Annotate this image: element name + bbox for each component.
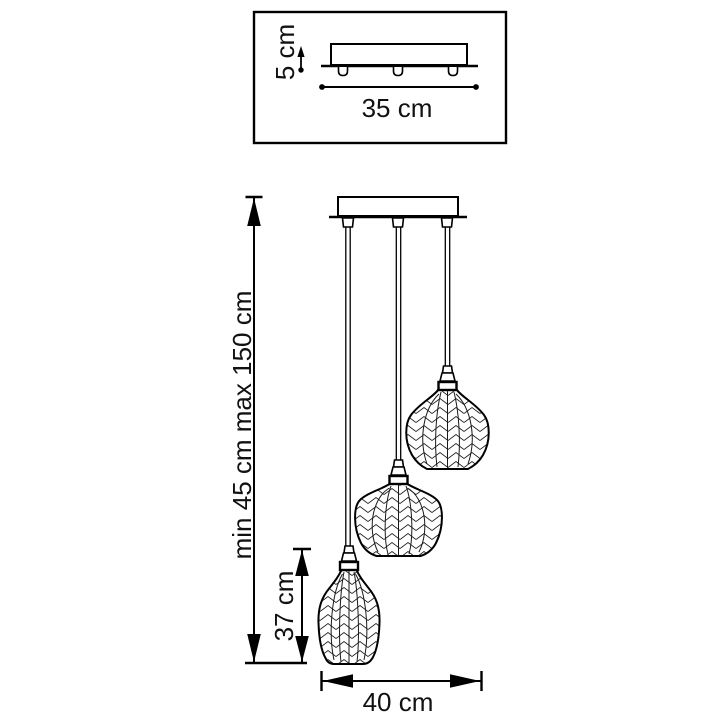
socket-cap	[394, 460, 404, 467]
socket-cap	[391, 467, 406, 475]
arrow-down-icon	[247, 634, 261, 662]
cord-grip	[343, 218, 354, 227]
socket-cap	[342, 553, 357, 561]
socket-collar	[439, 382, 457, 390]
cord-grip	[442, 218, 453, 227]
arrow-right-icon	[450, 674, 480, 688]
shade-height-label: 37 cm	[269, 570, 299, 642]
canopy-foot	[449, 67, 458, 76]
canopy-height-label: 5 cm	[270, 23, 300, 81]
socket-cap	[440, 373, 455, 381]
socket-cap	[443, 366, 453, 373]
pendant-shade-left	[318, 546, 379, 664]
cord-grip	[393, 218, 404, 227]
pendant-main-view	[227, 197, 489, 717]
pendant-shade-right	[406, 366, 489, 469]
socket-collar	[390, 476, 408, 484]
canopy-inset-box	[254, 12, 506, 143]
canopy-width-label: 35 cm	[361, 93, 433, 123]
canopy-foot	[394, 67, 403, 76]
dimension-shade-height	[269, 549, 311, 663]
canopy-side-view	[321, 44, 478, 76]
canopy-foot	[339, 67, 348, 76]
suspension-height-label: min 45 cm max 150 cm	[227, 290, 257, 560]
dimension-canopy-height	[270, 24, 305, 80]
fixture-width-label: 40 cm	[362, 687, 434, 717]
pendant-shade-middle	[355, 460, 442, 556]
dimension-fixture-width	[322, 671, 482, 717]
socket-collar	[340, 562, 358, 570]
socket-cap	[344, 546, 354, 553]
arrow-left-icon	[323, 674, 353, 688]
arrow-up-icon	[247, 198, 261, 226]
ceiling-plate	[329, 197, 467, 227]
